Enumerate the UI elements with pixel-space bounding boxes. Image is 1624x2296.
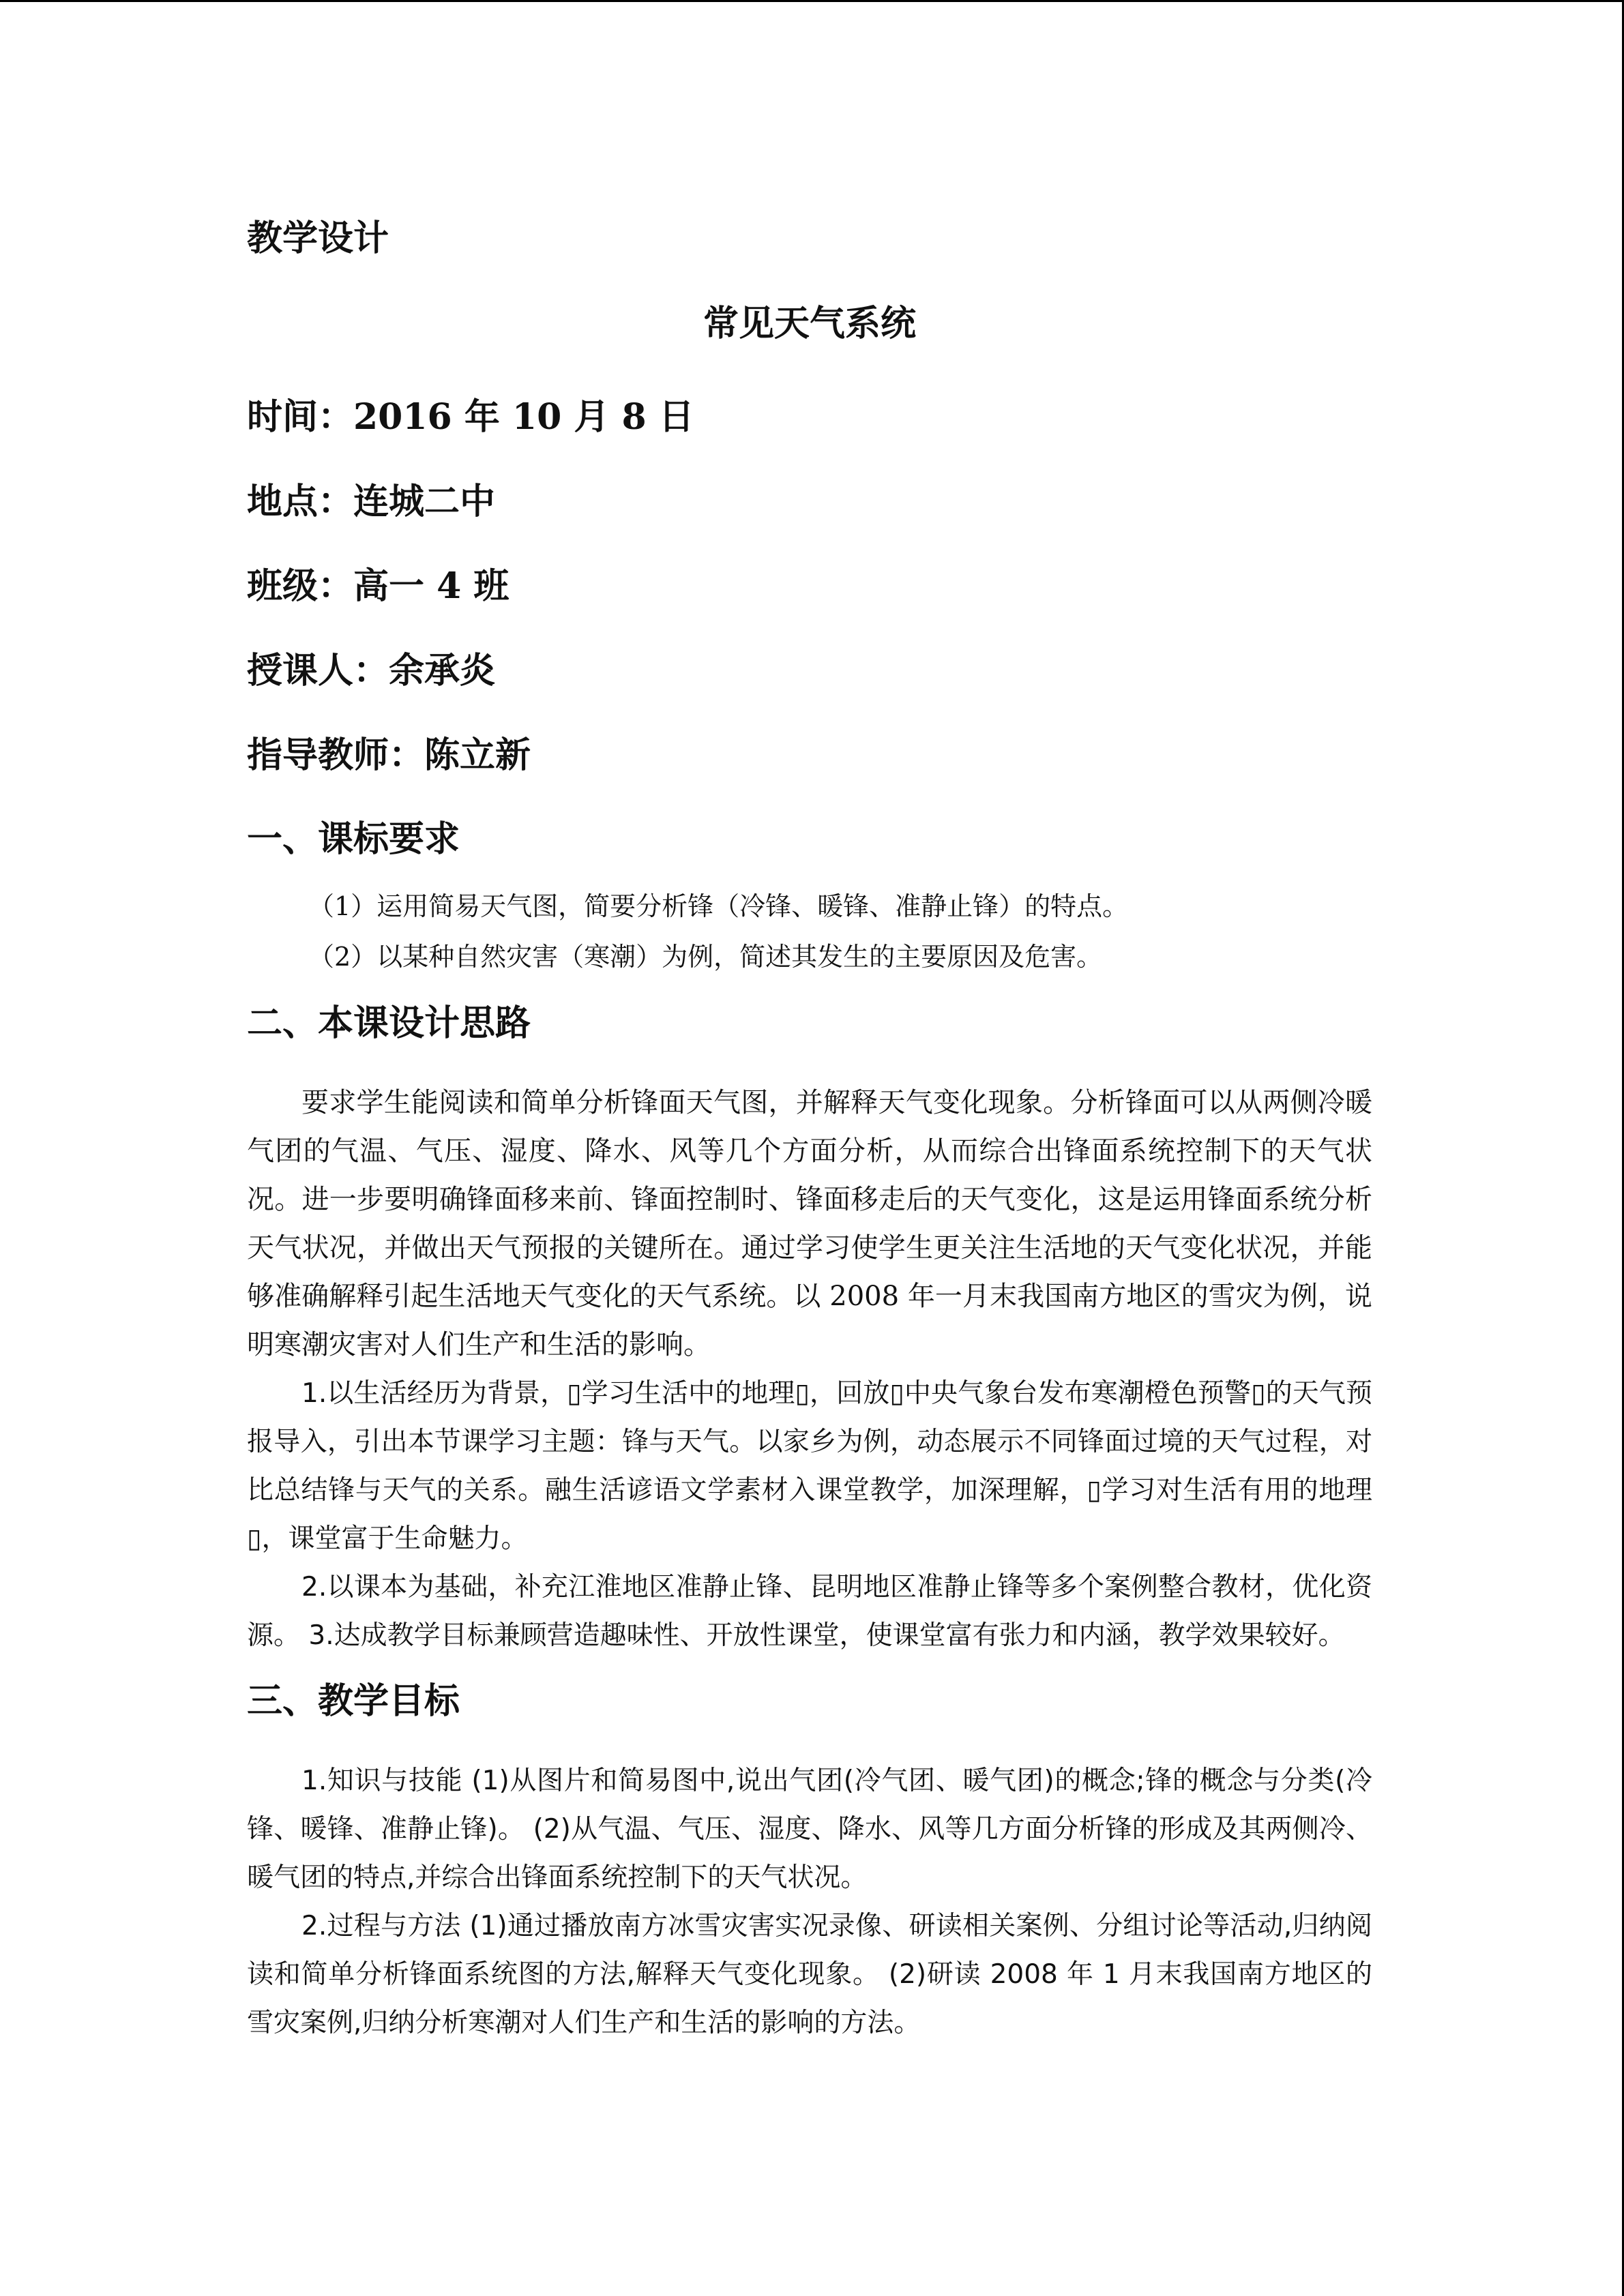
objectives-paragraph: 1.知识与技能 (1)从图片和简易图中,说出气团(冷气团、暖气团)的概念;锋的概念与分类(冷锋、暖锋、准静止锋)。 (2)从气温、气压、湿度、降水、风等几方面分析锋的形成及其两侧冷、暖气团的特点,并综合出锋面系统控制下的天气状况。: [247, 1765, 1372, 1893]
meta-teacher: 授课人：余承炎: [247, 650, 496, 691]
meta-advisor: 指导教师：陈立新: [247, 734, 531, 776]
design-paragraph: 2.以课本为基础，补充江淮地区准静止锋、昆明地区准静止锋等多个案例整合教材，优化资源。 3.达成教学目标兼顾营造趣味性、开放性课堂，使课堂富有张力和内涵，教学效果较好。: [247, 1572, 1372, 1651]
meta-place: 地点：连城二中: [247, 481, 496, 522]
document-label: 教学设计: [247, 218, 389, 259]
meta-class: 班级：高一 4 班: [247, 565, 510, 607]
design-paragraph: 要求学生能阅读和简单分析锋面天气图，并解释天气变化现象。分析锋面可以从两侧冷暖气团的气温、气压、湿度、降水、风等几个方面分析，从而综合出锋面系统控制下的天气状况。进一步要明确锋面移来前、锋面控制时、锋面移走后的天气变化，这是运用锋面系统分析天气状况，并做出天气预报的关键所在。通过学习使学生更关注生活地的天气变化状况，并能够准确解释引起生活地天气变化的天气系统。以 2008 年一月末我国南方地区的雪灾为例，说明寒潮灾害对人们生产和生活的影响。: [247, 1087, 1372, 1360]
section-heading-standards: 一、课标要求: [247, 818, 460, 860]
objectives-paragraph: 2.过程与方法 (1)通过播放南方冰雪灾害实况录像、研读相关案例、分组讨论等活动,归纳阅读和简单分析锋面系统图的方法,解释天气变化现象。 (2)研读 2008 年 1 月末我国南方地区的雪灾案例,归纳分析寒潮对人们生产和生活的影响的方法。: [247, 1911, 1372, 2038]
document-title: 常见天气系统: [703, 303, 916, 344]
meta-time: 时间：2016 年 10 月 8 日: [247, 396, 694, 438]
standards-item: （1）运用简易天气图，简要分析锋（冷锋、暖锋、准静止锋）的特点。: [308, 891, 1129, 921]
section-heading-design: 二、本课设计思路: [247, 1002, 531, 1044]
document-page: [247, 205, 1372, 2047]
design-paragraph: 1.以生活经历为背景，▯学习生活中的地理▯，回放▯中央气象台发布寒潮橙色预警▯的天气预报导入，引出本节课学习主题：锋与天气。以家乡为例，动态展示不同锋面过境的天气过程，对比总结锋与天气的关系。融生活谚语文学素材入课堂教学，加深理解，▯学习对生活有用的地理▯，课堂富于生命魅力。: [247, 1378, 1372, 1554]
page-top-border: [0, 0, 1624, 2]
section-heading-objectives: 三、教学目标: [247, 1680, 460, 1722]
standards-item: （2）以某种自然灾害（寒潮）为例，简述其发生的主要原因及危害。: [308, 942, 1103, 972]
